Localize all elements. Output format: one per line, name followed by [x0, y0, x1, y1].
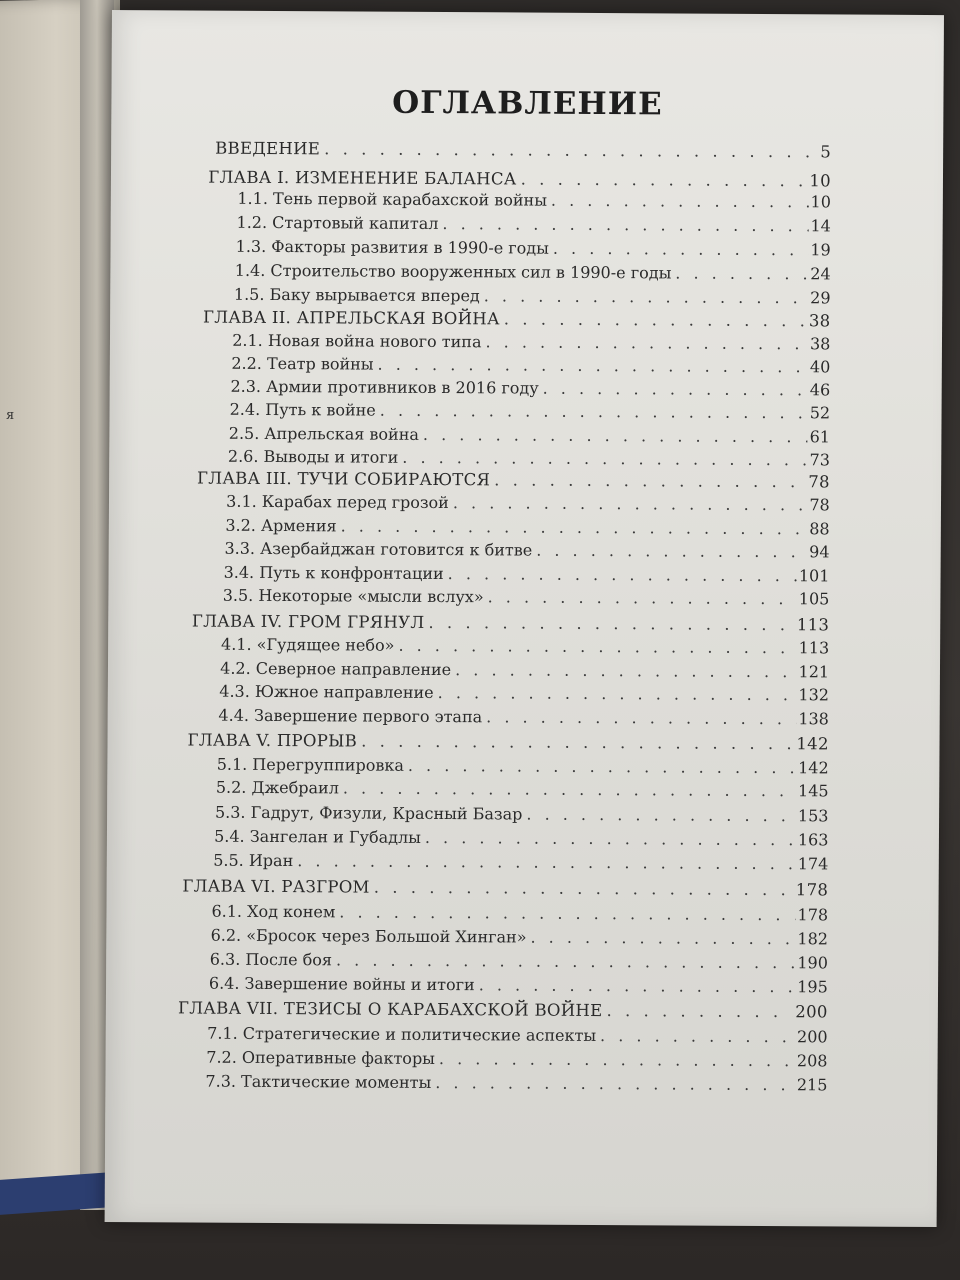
toc-page-number: 190 — [797, 953, 828, 973]
toc-entry-label: 6.3. После боя — [209, 949, 333, 970]
toc-dot-leader — [521, 169, 808, 190]
toc-entry-label: 2.1. Новая война нового типа — [232, 330, 482, 352]
toc-list — [105, 10, 944, 1227]
toc-dot-leader — [341, 516, 808, 538]
toc-entry-label: 6.4. Завершение войны и итоги — [208, 973, 475, 995]
toc-page-number: 38 — [808, 311, 831, 331]
toc-page-number: 195 — [797, 977, 828, 997]
toc-dot-leader — [526, 805, 796, 826]
toc-page-number: 121 — [798, 662, 830, 682]
toc-page-number: 10 — [810, 192, 831, 212]
toc-dot-leader — [380, 401, 808, 423]
toc-page-number: 132 — [798, 685, 830, 705]
toc-entry-label: 2.2. Театр войны — [231, 353, 374, 374]
toc-page-number: 78 — [808, 472, 830, 492]
toc-entry-label: 6.2. «Бросок через Большой Хинган» — [210, 925, 527, 947]
toc-entry-label: 1.2. Стартовый капитал — [236, 212, 439, 233]
toc-section-row — [219, 682, 829, 710]
toc-page-number: 182 — [797, 929, 829, 949]
left-page-edge-text: я — [6, 408, 15, 423]
toc-dot-leader — [488, 587, 797, 608]
toc-entry-label: 3.4. Путь к конфронтации — [223, 562, 444, 584]
toc-page-number: 19 — [810, 240, 831, 260]
toc-page-number: 142 — [798, 758, 829, 778]
toc-entry-label: 7.2. Оперативные факторы — [206, 1047, 436, 1068]
toc-page-number: 10 — [809, 171, 832, 191]
toc-chapter-row — [215, 139, 831, 167]
toc-entry-label: ГЛАВА VII. ТЕЗИСЫ О КАРАБАХСКОЙ ВОЙНЕ — [177, 998, 603, 1021]
toc-page-number: 208 — [796, 1051, 828, 1071]
toc-dot-leader — [398, 636, 796, 657]
toc-entry-label: 7.1. Стратегические и политические аспекты — [207, 1023, 597, 1045]
toc-page — [105, 10, 944, 1227]
toc-dot-leader — [439, 1049, 795, 1070]
toc-entry-label: 5.1. Перегруппировка — [216, 754, 404, 775]
toc-section-row — [236, 213, 830, 241]
toc-page-number: 94 — [809, 542, 830, 562]
toc-dot-leader — [361, 732, 794, 754]
toc-dot-leader — [435, 1073, 795, 1094]
toc-entry-label: ГЛАВА VI. РАЗГРОМ — [182, 876, 370, 897]
toc-page-number: 29 — [810, 288, 831, 308]
toc-section-row — [216, 778, 829, 806]
toc-page-number: 24 — [810, 264, 831, 284]
toc-dot-leader — [551, 191, 809, 212]
toc-entry-label: 7.3. Тактические моменты — [205, 1071, 432, 1092]
page-title: ОГЛАВЛЕНИЕ — [392, 84, 663, 123]
toc-section-row — [235, 261, 831, 289]
toc-page-number: 138 — [798, 709, 829, 729]
toc-page-number: 200 — [795, 1002, 828, 1022]
toc-dot-leader — [378, 355, 808, 377]
toc-dot-leader — [494, 470, 806, 491]
toc-entry-label: 1.5. Баку вырывается вперед — [233, 284, 480, 306]
toc-dot-leader — [606, 1001, 793, 1021]
toc-dot-leader — [486, 707, 796, 728]
toc-dot-leader — [600, 1026, 795, 1046]
toc-entry-label: 2.5. Апрельская война — [228, 423, 420, 444]
toc-page-number: 40 — [809, 357, 831, 377]
toc-page-number: 178 — [797, 905, 829, 925]
toc-page-number: 215 — [796, 1075, 828, 1095]
toc-entry-label: 4.2. Северное направление — [220, 658, 452, 680]
toc-page-number: 38 — [809, 334, 831, 354]
toc-dot-leader — [543, 379, 808, 400]
toc-entry-label: 4.4. Завершение первого этапа — [218, 705, 483, 727]
toc-page-number: 105 — [798, 589, 830, 609]
toc-section-row — [230, 400, 831, 428]
toc-page-number: 78 — [809, 495, 830, 515]
toc-entry-label: 1.1. Тень первой карабахской войны — [237, 188, 548, 210]
toc-dot-leader — [343, 778, 796, 800]
toc-section-row — [237, 189, 831, 217]
toc-entry-label: ВВЕДЕНИЕ — [215, 138, 321, 159]
toc-entry-label: ГЛАВА III. ТУЧИ СОБИРАЮТСЯ — [197, 468, 491, 490]
toc-entry-label: 1.4. Строительство вооруженных сил в 1990-е годы — [234, 260, 672, 283]
toc-entry-label: ГЛАВА IV. ГРОМ ГРЯНУЛ — [191, 611, 425, 632]
toc-page-number: 14 — [810, 216, 831, 236]
toc-page-number: 101 — [798, 566, 830, 586]
toc-dot-leader — [536, 541, 807, 562]
toc-entry-label: 5.2. Джебраил — [215, 777, 339, 798]
toc-section-row — [205, 1072, 827, 1100]
toc-entry-label: ГЛАВА I. ИЗМЕНЕНИЕ БАЛАНСА — [208, 167, 517, 189]
toc-dot-leader — [453, 493, 808, 514]
toc-dot-leader — [336, 950, 795, 972]
toc-page-number: 88 — [809, 519, 830, 539]
toc-dot-leader — [408, 756, 796, 777]
toc-page-number: 142 — [796, 734, 829, 754]
toc-dot-leader — [484, 286, 809, 307]
toc-page-number: 5 — [820, 142, 832, 162]
toc-page-number: 174 — [797, 854, 829, 874]
toc-page-number: 113 — [798, 638, 830, 658]
toc-page-number: 153 — [797, 806, 829, 826]
toc-dot-leader — [442, 214, 808, 235]
toc-page-number: 73 — [809, 450, 830, 470]
toc-dot-leader — [455, 660, 797, 681]
toc-entry-label: 3.1. Карабах перед грозой — [226, 491, 449, 513]
toc-page-number: 200 — [797, 1027, 828, 1047]
toc-dot-leader — [479, 975, 796, 996]
toc-entry-label: 3.5. Некоторые «мысли вслух» — [222, 585, 484, 607]
toc-entry-label: 2.4. Путь к войне — [229, 399, 376, 420]
toc-section-row — [224, 539, 829, 567]
toc-dot-leader — [297, 851, 796, 873]
toc-dot-leader — [423, 425, 808, 446]
toc-dot-leader — [324, 139, 818, 161]
toc-dot-leader — [428, 613, 795, 634]
toc-dot-leader — [339, 902, 795, 924]
toc-entry-label: 5.4. Зангелан и Губадлы — [214, 826, 421, 847]
toc-entry-label: 2.6. Выводы и итоги — [227, 446, 399, 467]
toc-page-number: 178 — [795, 880, 829, 900]
toc-section-row — [226, 492, 830, 520]
toc-page-number: 145 — [798, 781, 829, 801]
toc-dot-leader — [438, 683, 797, 704]
toc-dot-leader — [504, 309, 807, 330]
toc-page-number: 52 — [809, 403, 831, 423]
toc-entry-label: 5.3. Гадрут, Физули, Красный Базар — [214, 802, 523, 824]
toc-entry-label: ГЛАВА V. ПРОРЫВ — [187, 730, 358, 751]
toc-entry-label: 5.5. Иран — [213, 850, 294, 871]
toc-entry-label: 4.3. Южное направление — [219, 681, 434, 702]
toc-chapter-row — [182, 876, 828, 904]
toc-dot-leader — [425, 828, 796, 849]
toc-dot-leader — [553, 239, 809, 260]
toc-section-row — [221, 635, 829, 663]
toc-page-number: 163 — [797, 830, 829, 850]
toc-dot-leader — [485, 332, 808, 353]
toc-entry-label: ГЛАВА II. АПРЕЛЬСКАЯ ВОЙНА — [203, 307, 500, 329]
toc-entry-label: 1.3. Факторы развития в 1990-е годы — [235, 236, 549, 258]
toc-entry-label: 3.3. Азербайджан готовится к битве — [224, 538, 533, 560]
toc-page-number: 113 — [796, 615, 830, 635]
toc-dot-leader — [374, 878, 794, 900]
toc-page-number: 61 — [809, 427, 831, 447]
toc-entry-label: 3.2. Армения — [225, 515, 337, 536]
toc-section-row — [236, 237, 831, 265]
toc-entry-label: 6.1. Ход конем — [211, 901, 336, 922]
toc-entry-label: 4.1. «Гудящее небо» — [220, 634, 395, 655]
toc-page-number: 46 — [809, 380, 831, 400]
toc-entry-label: 2.3. Армии противников в 2016 году — [230, 376, 539, 398]
toc-dot-leader — [530, 928, 795, 949]
toc-chapter-row — [178, 998, 828, 1026]
toc-dot-leader — [448, 564, 797, 585]
toc-dot-leader — [675, 263, 808, 283]
